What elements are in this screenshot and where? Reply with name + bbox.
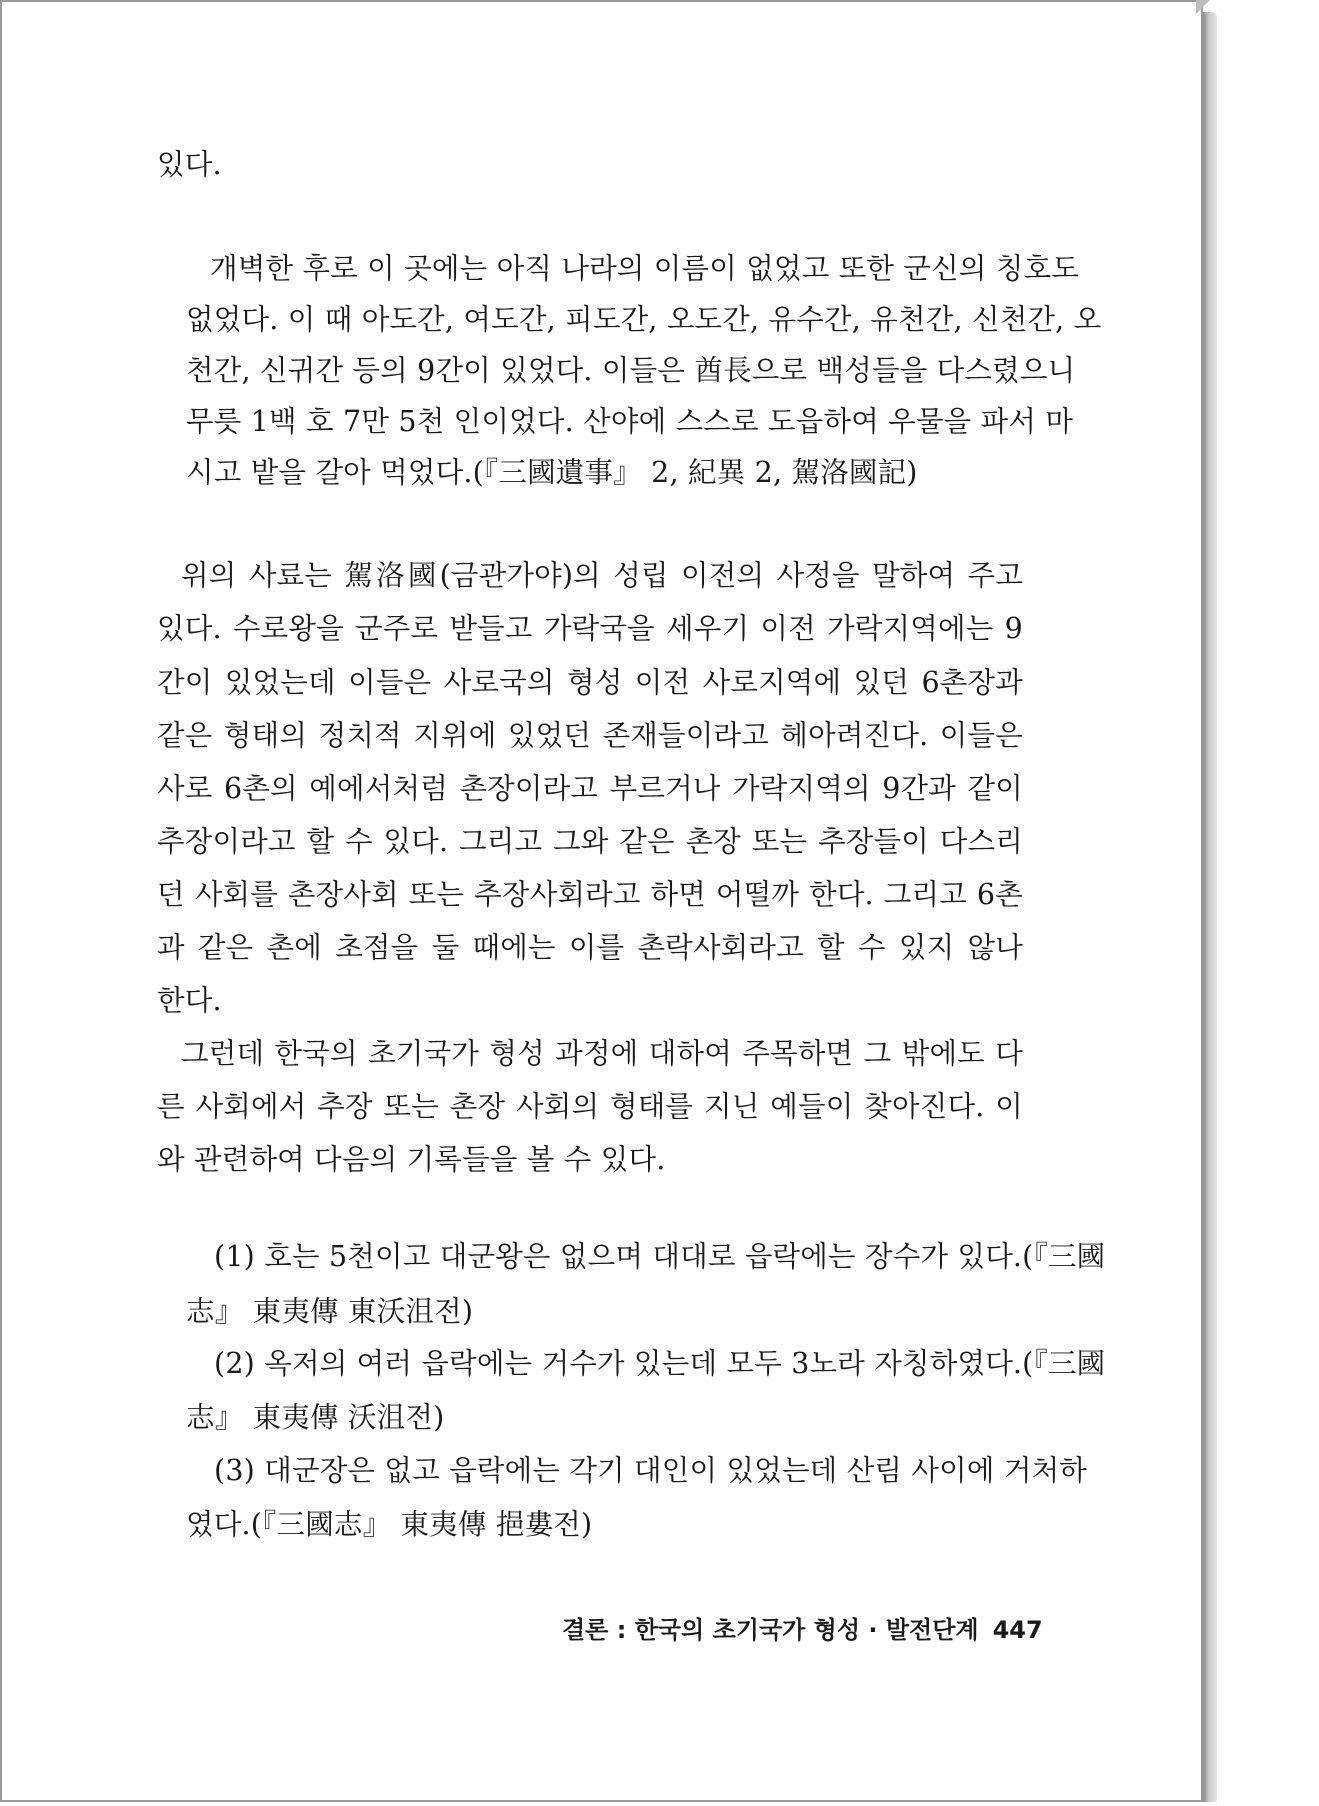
- record-line: (1) 호는 5천이고 대군왕은 없으며 대대로 읍락에는 장수가 있다.(『三國: [214, 1240, 1106, 1273]
- record-line: (2) 옥저의 여러 읍락에는 거수가 있는데 모두 3노라 자칭하였다.(『三國: [214, 1347, 1106, 1380]
- opening-line: 있다.: [157, 148, 222, 181]
- paragraph-line: 그런데 한국의 초기국가 형성 과정에 대하여 주목하면 그 밖에도 다: [181, 1037, 1023, 1070]
- page-corner-fold: [1196, 0, 1210, 14]
- quote-line: 없었다. 이 때 아도간, 여도간, 피도간, 오도간, 유수간, 유천간, 신천간, 오: [186, 303, 1102, 336]
- paragraph-line: 간이 있었는데 이들은 사로국의 형성 이전 사로지역에 있던 6촌장과: [157, 666, 1023, 699]
- record-line: 志』 東夷傳 東沃沮전): [186, 1295, 474, 1328]
- page-number: 447: [992, 1616, 1043, 1644]
- quote-line: 무릇 1백 호 7만 5천 인이었다. 산야에 스스로 도읍하여 우물을 파서 마: [186, 405, 1074, 438]
- paragraph-line: 던 사회를 촌장사회 또는 추장사회라고 하면 어떨까 한다. 그리고 6촌: [157, 878, 1023, 911]
- paragraph-line: 위의 사료는 駕洛國(금관가야)의 성립 이전의 사정을 말하여 주고: [181, 559, 1023, 592]
- running-footer: [562, 1614, 1043, 1646]
- quote-line: 시고 밭을 갈아 먹었다.(『三國遺事』 2, 紀異 2, 駕洛國記): [186, 456, 918, 489]
- paragraph-line: 있다. 수로왕을 군주로 받들고 가락국을 세우기 이전 가락지역에는 9: [157, 612, 1023, 645]
- record-line: 였다.(『三國志』 東夷傳 挹婁전): [186, 1508, 593, 1541]
- paragraph-line: 과 같은 촌에 초점을 둘 때에는 이를 촌락사회라고 할 수 있지 않나: [157, 931, 1023, 964]
- record-line: (3) 대군장은 없고 읍락에는 각기 대인이 있었는데 산림 사이에 거처하: [214, 1454, 1088, 1487]
- quote-line: 천간, 신귀간 등의 9간이 있었다. 이들은 酋長으로 백성들을 다스렸으니: [186, 354, 1076, 387]
- running-title: 결론 : 한국의 초기국가 형성 · 발전단계: [562, 1616, 979, 1644]
- record-line: 志』 東夷傳 沃沮전): [186, 1401, 445, 1434]
- paragraph-line: 와 관련하여 다음의 기록들을 볼 수 있다.: [157, 1143, 666, 1176]
- paragraph-line: 사로 6촌의 예에서처럼 촌장이라고 부르거나 가락지역의 9간과 같이: [157, 772, 1023, 805]
- paragraph-line: 한다.: [157, 984, 222, 1017]
- paragraph-line: 추장이라고 할 수 있다. 그리고 그와 같은 촌장 또는 추장들이 다스리: [157, 825, 1023, 858]
- paragraph-line: 같은 형태의 정치적 지위에 있었던 존재들이라고 헤아려진다. 이들은: [157, 719, 1023, 752]
- quote-line: 개벽한 후로 이 곳에는 아직 나라의 이름이 없었고 또한 군신의 칭호도: [210, 252, 1080, 285]
- page-edge-shadow: [1203, 12, 1217, 1802]
- paragraph-line: 른 사회에서 추장 또는 촌장 사회의 형태를 지닌 예들이 찾아진다. 이: [157, 1090, 1023, 1123]
